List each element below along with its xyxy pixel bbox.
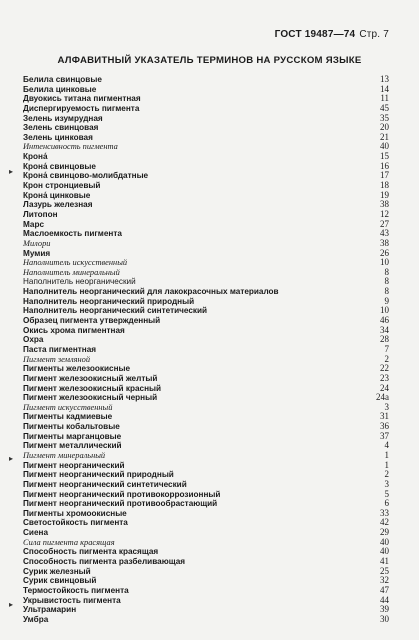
index-entry bbox=[23, 576, 389, 586]
index-entry bbox=[23, 142, 389, 152]
entry-term: Мумия bbox=[23, 248, 51, 258]
entry-number: 42 bbox=[380, 517, 389, 528]
entry-term: Пигмент искусственный bbox=[23, 402, 113, 412]
index-entry bbox=[23, 518, 389, 528]
entry-term: Ультрамарин bbox=[23, 605, 77, 615]
entry-number: 18 bbox=[380, 180, 389, 191]
index-entry bbox=[23, 258, 389, 268]
entry-term: Наполнитель неорганический bbox=[23, 277, 136, 287]
index-entry bbox=[23, 557, 389, 567]
index-entry bbox=[23, 171, 389, 181]
entry-number: 12 bbox=[380, 208, 389, 219]
page-header bbox=[275, 29, 389, 40]
entry-number: 44 bbox=[380, 594, 389, 605]
entry-number: 8 bbox=[384, 266, 389, 277]
entry-number: 35 bbox=[380, 112, 389, 123]
entry-term: Пигмент земляной bbox=[23, 354, 91, 364]
entry-term: Маслоемкость пигмента bbox=[23, 229, 122, 239]
entry-number: 3 bbox=[384, 401, 389, 412]
entry-number: 17 bbox=[380, 170, 389, 181]
index-entry bbox=[23, 490, 389, 500]
margin-mark: ▸ bbox=[9, 454, 14, 463]
index-entry bbox=[23, 287, 389, 297]
index-entry bbox=[23, 528, 389, 538]
entry-number: 31 bbox=[380, 411, 389, 422]
page-number: Стр. 7 bbox=[359, 29, 389, 40]
entry-term: Охра bbox=[23, 335, 44, 345]
entry-number: 30 bbox=[380, 613, 389, 624]
entry-number: 10 bbox=[380, 257, 389, 268]
margin-mark: ▸ bbox=[9, 167, 14, 176]
entry-term: Двуокись титана пигментная bbox=[23, 94, 141, 104]
entry-term: Светостойкость пигмента bbox=[23, 518, 128, 528]
entry-number: 11 bbox=[380, 93, 389, 104]
index-entry bbox=[23, 191, 389, 201]
index-title: АЛФАВИТНЫЙ УКАЗАТЕЛЬ ТЕРМИНОВ НА РУССКОМ ЯЗЫКЕ bbox=[57, 55, 362, 66]
entry-term: Зелень изумрудная bbox=[23, 113, 103, 123]
index-entry bbox=[23, 297, 389, 307]
entry-term: Крона́ цинковые bbox=[23, 190, 91, 200]
entry-number: 24 bbox=[380, 382, 389, 393]
index-entry bbox=[23, 210, 389, 220]
entry-term: Пигмент минеральный bbox=[23, 450, 106, 460]
index-entry bbox=[23, 162, 389, 172]
index-entry bbox=[23, 432, 389, 442]
entry-term: Пигменты марганцовые bbox=[23, 431, 122, 441]
entry-term: Сиена bbox=[23, 528, 48, 538]
index-entry bbox=[23, 181, 389, 191]
index-entry bbox=[23, 596, 389, 606]
entry-number: 22 bbox=[380, 363, 389, 374]
index-entry bbox=[23, 499, 389, 509]
entry-number: 40 bbox=[380, 546, 389, 557]
index-entry bbox=[23, 538, 389, 548]
index-entry bbox=[23, 220, 389, 230]
index-entry bbox=[23, 412, 389, 422]
entry-term: Наполнитель неорганический синтетический bbox=[23, 306, 208, 316]
entry-term: Пигменты кобальтовые bbox=[23, 422, 120, 432]
entry-number: 3 bbox=[384, 478, 389, 489]
entry-term: Пигмент металлический bbox=[23, 441, 122, 451]
entry-term: Наполнитель минеральный bbox=[23, 267, 120, 277]
index-entry bbox=[23, 200, 389, 210]
entry-number: 23 bbox=[380, 372, 389, 383]
entry-number: 6 bbox=[384, 498, 389, 509]
index-entry bbox=[23, 345, 389, 355]
entry-number: 37 bbox=[380, 430, 389, 441]
entry-number: 2 bbox=[384, 469, 389, 480]
index-entry bbox=[23, 75, 389, 85]
entry-number: 1 bbox=[384, 459, 389, 470]
entry-term: Сила пигмента красящая bbox=[23, 537, 115, 547]
index-entry bbox=[23, 605, 389, 615]
entry-number: 24а bbox=[376, 392, 389, 403]
index-entry bbox=[23, 277, 389, 287]
index-entry bbox=[23, 422, 389, 432]
index-entry bbox=[23, 384, 389, 394]
index-entry bbox=[23, 123, 389, 133]
entry-number: 13 bbox=[380, 74, 389, 84]
entry-number: 1 bbox=[384, 449, 389, 460]
index-entry bbox=[23, 316, 389, 326]
entry-number: 8 bbox=[384, 276, 389, 287]
entry-number: 45 bbox=[380, 102, 389, 113]
entry-number: 34 bbox=[380, 324, 389, 335]
entry-term: Способность пигмента разбеливающая bbox=[23, 557, 186, 567]
entry-number: 47 bbox=[380, 584, 389, 595]
index-entry bbox=[23, 249, 389, 259]
entry-number: 40 bbox=[380, 141, 389, 152]
entry-term: Зелень цинковая bbox=[23, 132, 93, 142]
entry-number: 7 bbox=[384, 343, 389, 354]
entry-term: Крона́ свинцовые bbox=[23, 161, 96, 171]
index-entry bbox=[23, 480, 389, 490]
entry-term: Пигмент железоокисный черный bbox=[23, 393, 158, 403]
entry-term: Пигменты кадмиевые bbox=[23, 412, 113, 422]
entry-number: 2 bbox=[384, 353, 389, 364]
entry-term: Наполнитель искусственный bbox=[23, 258, 128, 268]
index-entry bbox=[23, 547, 389, 557]
entry-term: Пигмент неорганический противообрастающий bbox=[23, 499, 218, 509]
index-entry bbox=[23, 441, 389, 451]
entry-term: Интенсивность пигмента bbox=[23, 142, 118, 152]
index-entry bbox=[23, 229, 389, 239]
entry-number: 32 bbox=[380, 575, 389, 586]
entry-number: 21 bbox=[380, 131, 389, 142]
index-entry bbox=[23, 393, 389, 403]
entry-term: Пигмент железоокисный красный bbox=[23, 383, 162, 393]
entry-term: Лазурь железная bbox=[23, 200, 93, 210]
index-entry bbox=[23, 104, 389, 114]
entry-term: Способность пигмента красящая bbox=[23, 547, 159, 557]
index-entry bbox=[23, 239, 389, 249]
index-entry bbox=[23, 374, 389, 384]
index-entry bbox=[23, 509, 389, 519]
entry-term: Паста пигментная bbox=[23, 344, 97, 354]
index-entry bbox=[23, 326, 389, 336]
index-entry bbox=[23, 586, 389, 596]
entry-number: 15 bbox=[380, 151, 389, 162]
entry-term: Диспергируемость пигмента bbox=[23, 103, 140, 113]
index-entry bbox=[23, 152, 389, 162]
entry-number: 5 bbox=[384, 488, 389, 499]
entry-term: Наполнитель неорганический для лакокрасочных материалов bbox=[23, 287, 279, 297]
entry-number: 41 bbox=[380, 556, 389, 567]
entry-term: Образец пигмента утвержденный bbox=[23, 316, 161, 326]
entry-term: Термостойкость пигмента bbox=[23, 585, 129, 595]
entry-term: Пигмент неорганический синтетический bbox=[23, 479, 187, 489]
entry-term: Сурик железный bbox=[23, 566, 91, 576]
index-entry bbox=[23, 114, 389, 124]
index-entry bbox=[23, 94, 389, 104]
entry-number: 25 bbox=[380, 565, 389, 576]
entry-term: Пигменты железоокисные bbox=[23, 364, 131, 374]
entry-number: 8 bbox=[384, 286, 389, 297]
entry-term: Белила свинцовые bbox=[23, 75, 102, 84]
entry-term: Марс bbox=[23, 219, 45, 229]
entry-term: Наполнитель неорганический природный bbox=[23, 296, 195, 306]
entry-number: 43 bbox=[380, 228, 389, 239]
entry-term: Пигмент железоокисный желтый bbox=[23, 373, 158, 383]
entry-term: Пигмент неорганический противокоррозионный bbox=[23, 489, 221, 499]
entry-number: 46 bbox=[380, 315, 389, 326]
entry-term: Пигмент неорганический природный bbox=[23, 470, 174, 480]
entry-number: 28 bbox=[380, 334, 389, 345]
index-entry bbox=[23, 461, 389, 471]
index-entry bbox=[23, 268, 389, 278]
entry-term: Умбра bbox=[23, 614, 49, 624]
entry-number: 29 bbox=[380, 527, 389, 538]
index-entry bbox=[23, 470, 389, 480]
entry-term: Крона́ свинцово-молибдатные bbox=[23, 171, 149, 181]
entry-number: 20 bbox=[380, 122, 389, 133]
entry-term: Укрывистость пигмента bbox=[23, 595, 121, 605]
entry-number: 14 bbox=[380, 83, 389, 94]
entry-number: 4 bbox=[384, 440, 389, 451]
entry-number: 10 bbox=[380, 305, 389, 316]
entry-number: 26 bbox=[380, 247, 389, 258]
entry-term: Зелень свинцовая bbox=[23, 123, 99, 133]
index-entry bbox=[23, 403, 389, 413]
index-entry bbox=[23, 355, 389, 365]
entry-term: Белила цинковые bbox=[23, 84, 97, 94]
index-entry bbox=[23, 615, 389, 625]
entry-term: Пигмент неорганический bbox=[23, 460, 125, 470]
margin-mark: ▸ bbox=[9, 600, 14, 609]
index-entry bbox=[23, 451, 389, 461]
entry-term: Литопон bbox=[23, 209, 58, 219]
entry-term: Сурик свинцовый bbox=[23, 576, 97, 586]
entry-number: 40 bbox=[380, 536, 389, 547]
entry-number: 19 bbox=[380, 189, 389, 200]
index-entry bbox=[23, 306, 389, 316]
entry-number: 33 bbox=[380, 507, 389, 518]
entry-term: Крон стронциевый bbox=[23, 181, 101, 191]
index-entry bbox=[23, 567, 389, 577]
entry-term: Крона́ bbox=[23, 152, 48, 162]
index-entry bbox=[23, 133, 389, 143]
index-entry bbox=[23, 85, 389, 95]
entry-number: 38 bbox=[380, 237, 389, 248]
entry-number: 9 bbox=[384, 295, 389, 306]
entry-number: 27 bbox=[380, 218, 389, 229]
entry-number: 38 bbox=[380, 199, 389, 210]
entry-term: Милори bbox=[23, 238, 51, 248]
entry-number: 39 bbox=[380, 604, 389, 615]
index-entry bbox=[23, 364, 389, 374]
entry-number: 36 bbox=[380, 421, 389, 432]
gost-number: ГОСТ 19487—74 bbox=[274, 29, 356, 40]
entry-number: 16 bbox=[380, 160, 389, 171]
entry-term: Окись хрома пигментная bbox=[23, 325, 125, 335]
term-index-list bbox=[23, 75, 389, 625]
index-entry bbox=[23, 335, 389, 345]
entry-term: Пигменты хромоокисные bbox=[23, 508, 127, 518]
